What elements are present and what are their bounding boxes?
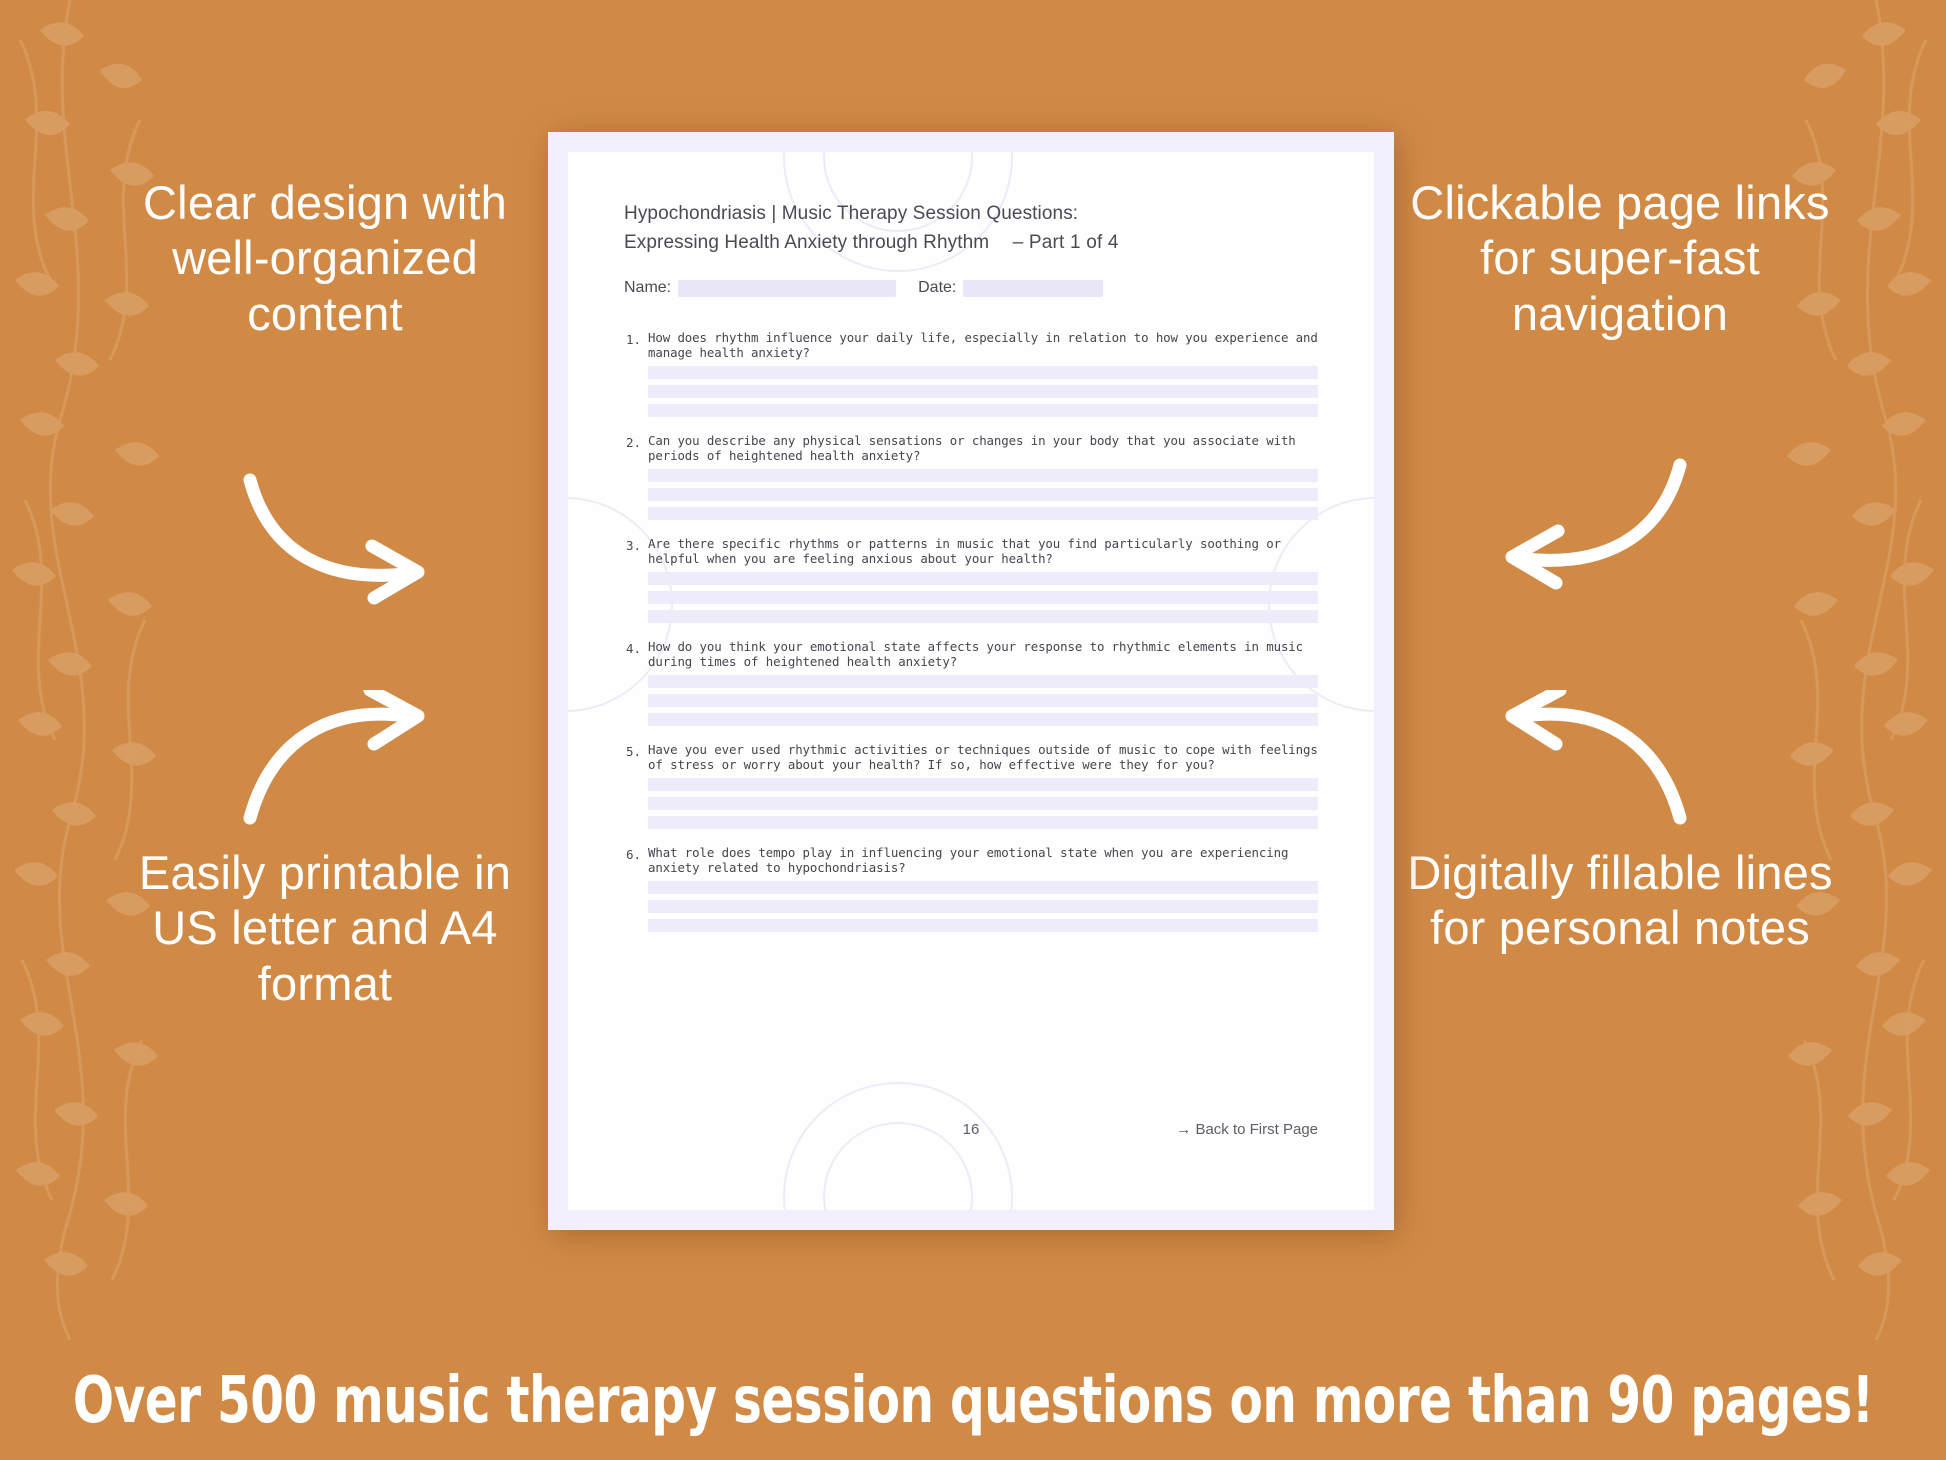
question-text: How does rhythm influence your daily life, especially in relation to how you experience and manage health anxiety?: [648, 330, 1318, 360]
curved-arrow-up-right-icon: [240, 690, 450, 830]
question-number: 1.: [625, 332, 641, 347]
answer-line[interactable]: [648, 572, 1318, 585]
page-number: 16: [962, 1121, 980, 1138]
question-text: Have you ever used rhythmic activities or techniques outside of music to cope with feelings of stress or worry about your health? If so, how effective were they for you?: [648, 742, 1318, 772]
curved-arrow-up-left-icon: [1480, 690, 1690, 830]
answer-line[interactable]: [648, 507, 1318, 520]
answer-line[interactable]: [648, 778, 1318, 791]
worksheet-part-label: – Part 1 of 4: [1012, 231, 1119, 253]
question-item: [624, 537, 1318, 629]
name-input[interactable]: [678, 280, 896, 297]
question-text: What role does tempo play in influencing your emotional state when you are experiencing anxiety related to hypochondriasis?: [648, 845, 1289, 875]
curved-arrow-down-left-icon: [1480, 455, 1690, 595]
worksheet-page: [548, 132, 1394, 1230]
question-text: Can you describe any physical sensations or changes in your body that you associate with periods of heightened health anxiety?: [648, 433, 1296, 463]
worksheet-title-line-2: [624, 229, 1318, 258]
answer-line[interactable]: [648, 675, 1318, 688]
worksheet-page-inner: [568, 152, 1374, 1210]
question-number: 5.: [625, 744, 641, 759]
answer-line[interactable]: [648, 591, 1318, 604]
answer-line[interactable]: [648, 713, 1318, 726]
answer-line[interactable]: [648, 816, 1318, 829]
question-item: [624, 846, 1318, 938]
question-text: How do you think your emotional state affects your response to rhythmic elements in music during times of heightened health anxiety?: [648, 639, 1304, 669]
answer-line[interactable]: [648, 900, 1318, 913]
question-item: [624, 331, 1318, 423]
answer-line[interactable]: [648, 610, 1318, 623]
answer-line[interactable]: [648, 919, 1318, 932]
answer-line[interactable]: [648, 469, 1318, 482]
answer-line[interactable]: [648, 366, 1318, 379]
question-item: [624, 743, 1318, 835]
worksheet-content: [568, 152, 1374, 1210]
back-to-first-page-link[interactable]: → Back to First Page: [1176, 1121, 1318, 1138]
worksheet-footer: [624, 1121, 1318, 1138]
question-number: 4.: [625, 641, 641, 656]
caption-clear-design: Clear design with well-organized content: [143, 176, 507, 340]
caption-clickable-links: Clickable page links for super-fast navigation: [1410, 176, 1830, 340]
question-number: 3.: [625, 538, 641, 553]
worksheet-subtitle: Expressing Health Anxiety through Rhythm: [624, 231, 990, 253]
name-label: Name:: [624, 279, 672, 296]
answer-line[interactable]: [648, 694, 1318, 707]
caption-easily-printable: Easily printable in US letter and A4 format: [138, 846, 512, 1010]
caption-digitally-fillable: Digitally fillable lines for personal notes: [1407, 846, 1833, 955]
answer-lines: [648, 675, 1318, 726]
question-item: [624, 640, 1318, 732]
question-list: [624, 331, 1318, 938]
bottom-banner-text: Over 500 music therapy session questions on more than 90 pages!: [72, 1362, 1874, 1438]
bottom-banner: [0, 1340, 1946, 1460]
date-label: Date:: [918, 279, 957, 296]
question-number: 2.: [625, 435, 641, 450]
name-date-row: [624, 279, 1318, 297]
question-number: 6.: [625, 847, 641, 862]
answer-lines: [648, 778, 1318, 829]
date-input[interactable]: [963, 280, 1103, 297]
answer-line[interactable]: [648, 404, 1318, 417]
answer-lines: [648, 469, 1318, 520]
curved-arrow-down-right-icon: [240, 470, 450, 610]
question-text: Are there specific rhythms or patterns in music that you find particularly soothing or helpful when you are feeling anxious about your health?: [648, 536, 1281, 566]
answer-lines: [648, 881, 1318, 932]
answer-lines: [648, 572, 1318, 623]
answer-line[interactable]: [648, 385, 1318, 398]
answer-line[interactable]: [648, 797, 1318, 810]
answer-line[interactable]: [648, 881, 1318, 894]
answer-lines: [648, 366, 1318, 417]
question-item: [624, 434, 1318, 526]
worksheet-title-line-1: Hypochondriasis | Music Therapy Session Questions:: [624, 203, 1079, 224]
answer-line[interactable]: [648, 488, 1318, 501]
